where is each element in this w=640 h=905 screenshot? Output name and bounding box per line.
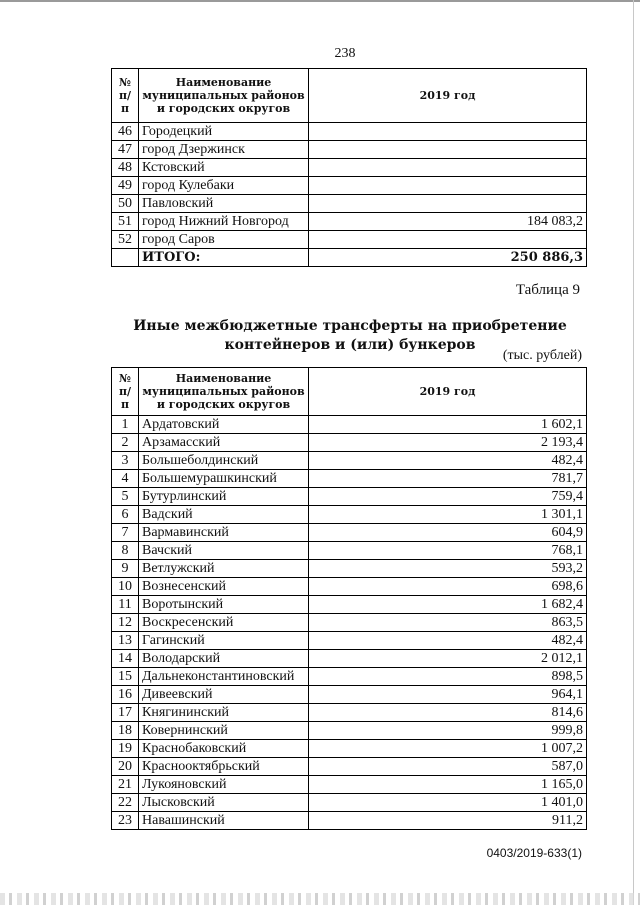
table-row (112, 758, 587, 776)
municipality-name: Вознесенский (139, 578, 309, 596)
table-row (112, 416, 587, 434)
municipality-name: город Саров (139, 231, 309, 249)
table-row (112, 632, 587, 650)
amount-value: 604,9 (309, 524, 587, 542)
header-year: 2019 год (309, 368, 587, 416)
scan-edge-top (0, 0, 640, 2)
table-row (112, 159, 587, 177)
table-row (112, 776, 587, 794)
row-number: 3 (112, 452, 139, 470)
row-number: 51 (112, 213, 139, 231)
header-year: 2019 год (309, 69, 587, 123)
table-row (112, 614, 587, 632)
table-row (112, 524, 587, 542)
municipality-name: Краснооктябрьский (139, 758, 309, 776)
row-number: 8 (112, 542, 139, 560)
table-row (112, 231, 587, 249)
municipality-name: Ветлужский (139, 560, 309, 578)
page-number: 238 (334, 46, 356, 61)
table-row (112, 177, 587, 195)
row-number: 21 (112, 776, 139, 794)
municipality-name: Ковернинский (139, 722, 309, 740)
amount-value: 863,5 (309, 614, 587, 632)
table-row (112, 195, 587, 213)
total-label: ИТОГО: (139, 249, 309, 267)
amount-value: 781,7 (309, 470, 587, 488)
amount-value: 1 401,0 (309, 794, 587, 812)
row-number: 9 (112, 560, 139, 578)
table-row (112, 213, 587, 231)
table-row (112, 452, 587, 470)
amount-value: 898,5 (309, 668, 587, 686)
table2-body (112, 416, 587, 830)
amount-value: 698,6 (309, 578, 587, 596)
total-value: 250 886,3 (309, 249, 587, 267)
amount-value (309, 195, 587, 213)
table-row (112, 812, 587, 830)
amount-value (309, 123, 587, 141)
municipality-name: Большеболдинский (139, 452, 309, 470)
row-number: 4 (112, 470, 139, 488)
row-number: 52 (112, 231, 139, 249)
municipality-name: Дальнеконстантиновский (139, 668, 309, 686)
row-number: 14 (112, 650, 139, 668)
municipality-name: город Дзержинск (139, 141, 309, 159)
municipality-name: Княгининский (139, 704, 309, 722)
amount-value: 814,6 (309, 704, 587, 722)
amount-value: 911,2 (309, 812, 587, 830)
row-number: 1 (112, 416, 139, 434)
amount-value: 999,8 (309, 722, 587, 740)
row-number: 18 (112, 722, 139, 740)
table-row (112, 578, 587, 596)
row-number: 2 (112, 434, 139, 452)
row-number: 22 (112, 794, 139, 812)
row-number: 5 (112, 488, 139, 506)
row-number: 13 (112, 632, 139, 650)
municipality-name: Павловский (139, 195, 309, 213)
row-number: 19 (112, 740, 139, 758)
row-number: 15 (112, 668, 139, 686)
row-number: 47 (112, 141, 139, 159)
municipality-name: Дивеевский (139, 686, 309, 704)
municipality-name: Большемурашкинский (139, 470, 309, 488)
table-header-row (112, 368, 587, 416)
municipality-name: Навашинский (139, 812, 309, 830)
total-row (112, 249, 587, 267)
row-number: 17 (112, 704, 139, 722)
row-number: 48 (112, 159, 139, 177)
row-number: 50 (112, 195, 139, 213)
row-number: 49 (112, 177, 139, 195)
table-row (112, 141, 587, 159)
municipality-name: Володарский (139, 650, 309, 668)
units-label: (тыс. рублей) (502, 348, 582, 363)
municipality-name: Лукояновский (139, 776, 309, 794)
table-header-row (112, 69, 587, 123)
amount-value: 1 301,1 (309, 506, 587, 524)
municipality-name: город Нижний Новгород (139, 213, 309, 231)
table-row (112, 794, 587, 812)
municipality-name: Воротынский (139, 596, 309, 614)
amount-value (309, 159, 587, 177)
amount-value (309, 231, 587, 249)
municipality-name: Лысковский (139, 794, 309, 812)
amount-value: 1 165,0 (309, 776, 587, 794)
row-number: 7 (112, 524, 139, 542)
header-name: Наименование муниципальных районов и городских округов (139, 69, 309, 123)
table-row (112, 704, 587, 722)
table-row (112, 123, 587, 141)
table-row (112, 506, 587, 524)
municipality-name: Краснобаковский (139, 740, 309, 758)
amount-value: 482,4 (309, 632, 587, 650)
amount-value: 2 012,1 (309, 650, 587, 668)
amount-value: 2 193,4 (309, 434, 587, 452)
table-row (112, 560, 587, 578)
row-number: 6 (112, 506, 139, 524)
amount-value (309, 177, 587, 195)
table-row (112, 722, 587, 740)
table-row (112, 434, 587, 452)
table-row (112, 470, 587, 488)
row-number: 16 (112, 686, 139, 704)
table-row (112, 668, 587, 686)
row-number: 20 (112, 758, 139, 776)
municipality-name: Воскресенский (139, 614, 309, 632)
amount-value (309, 141, 587, 159)
table1-body (112, 123, 587, 249)
amount-value: 964,1 (309, 686, 587, 704)
table-label: Таблица 9 (515, 282, 580, 298)
table-row (112, 686, 587, 704)
amount-value: 587,0 (309, 758, 587, 776)
amount-value: 768,1 (309, 542, 587, 560)
total-num-cell (112, 249, 139, 267)
municipality-name: Арзамасский (139, 434, 309, 452)
header-name: Наименование муниципальных районов и городских округов (139, 368, 309, 416)
amount-value: 482,4 (309, 452, 587, 470)
municipality-name: Вачский (139, 542, 309, 560)
table-row (112, 596, 587, 614)
scan-edge-right (633, 0, 634, 905)
municipality-name: Гагинский (139, 632, 309, 650)
row-number: 10 (112, 578, 139, 596)
municipality-name: Кстовский (139, 159, 309, 177)
municipality-name: Ардатовский (139, 416, 309, 434)
header-num: № п/п (112, 368, 139, 416)
scan-edge-bottom (0, 893, 640, 905)
row-number: 12 (112, 614, 139, 632)
row-number: 46 (112, 123, 139, 141)
municipality-name: Городецкий (139, 123, 309, 141)
row-number: 11 (112, 596, 139, 614)
amount-value: 1 007,2 (309, 740, 587, 758)
table-row (112, 542, 587, 560)
row-number: 23 (112, 812, 139, 830)
amount-value: 759,4 (309, 488, 587, 506)
municipality-name: город Кулебаки (139, 177, 309, 195)
municipality-name: Вармавинский (139, 524, 309, 542)
table-row (112, 488, 587, 506)
containers-transfers-table (111, 367, 587, 830)
municipality-name: Вадский (139, 506, 309, 524)
amount-value: 1 602,1 (309, 416, 587, 434)
table-row (112, 650, 587, 668)
amount-value: 593,2 (309, 560, 587, 578)
amount-value: 184 083,2 (309, 213, 587, 231)
header-num: № п/п (112, 69, 139, 123)
amount-value: 1 682,4 (309, 596, 587, 614)
transfers-table-continued (111, 68, 587, 267)
section-title: Иные межбюджетные трансферты на приобретение контейнеров и (или) бункеров (133, 318, 567, 353)
municipality-name: Бутурлинский (139, 488, 309, 506)
document-code: 0403/2019-633(1) (486, 846, 582, 860)
table-row (112, 740, 587, 758)
